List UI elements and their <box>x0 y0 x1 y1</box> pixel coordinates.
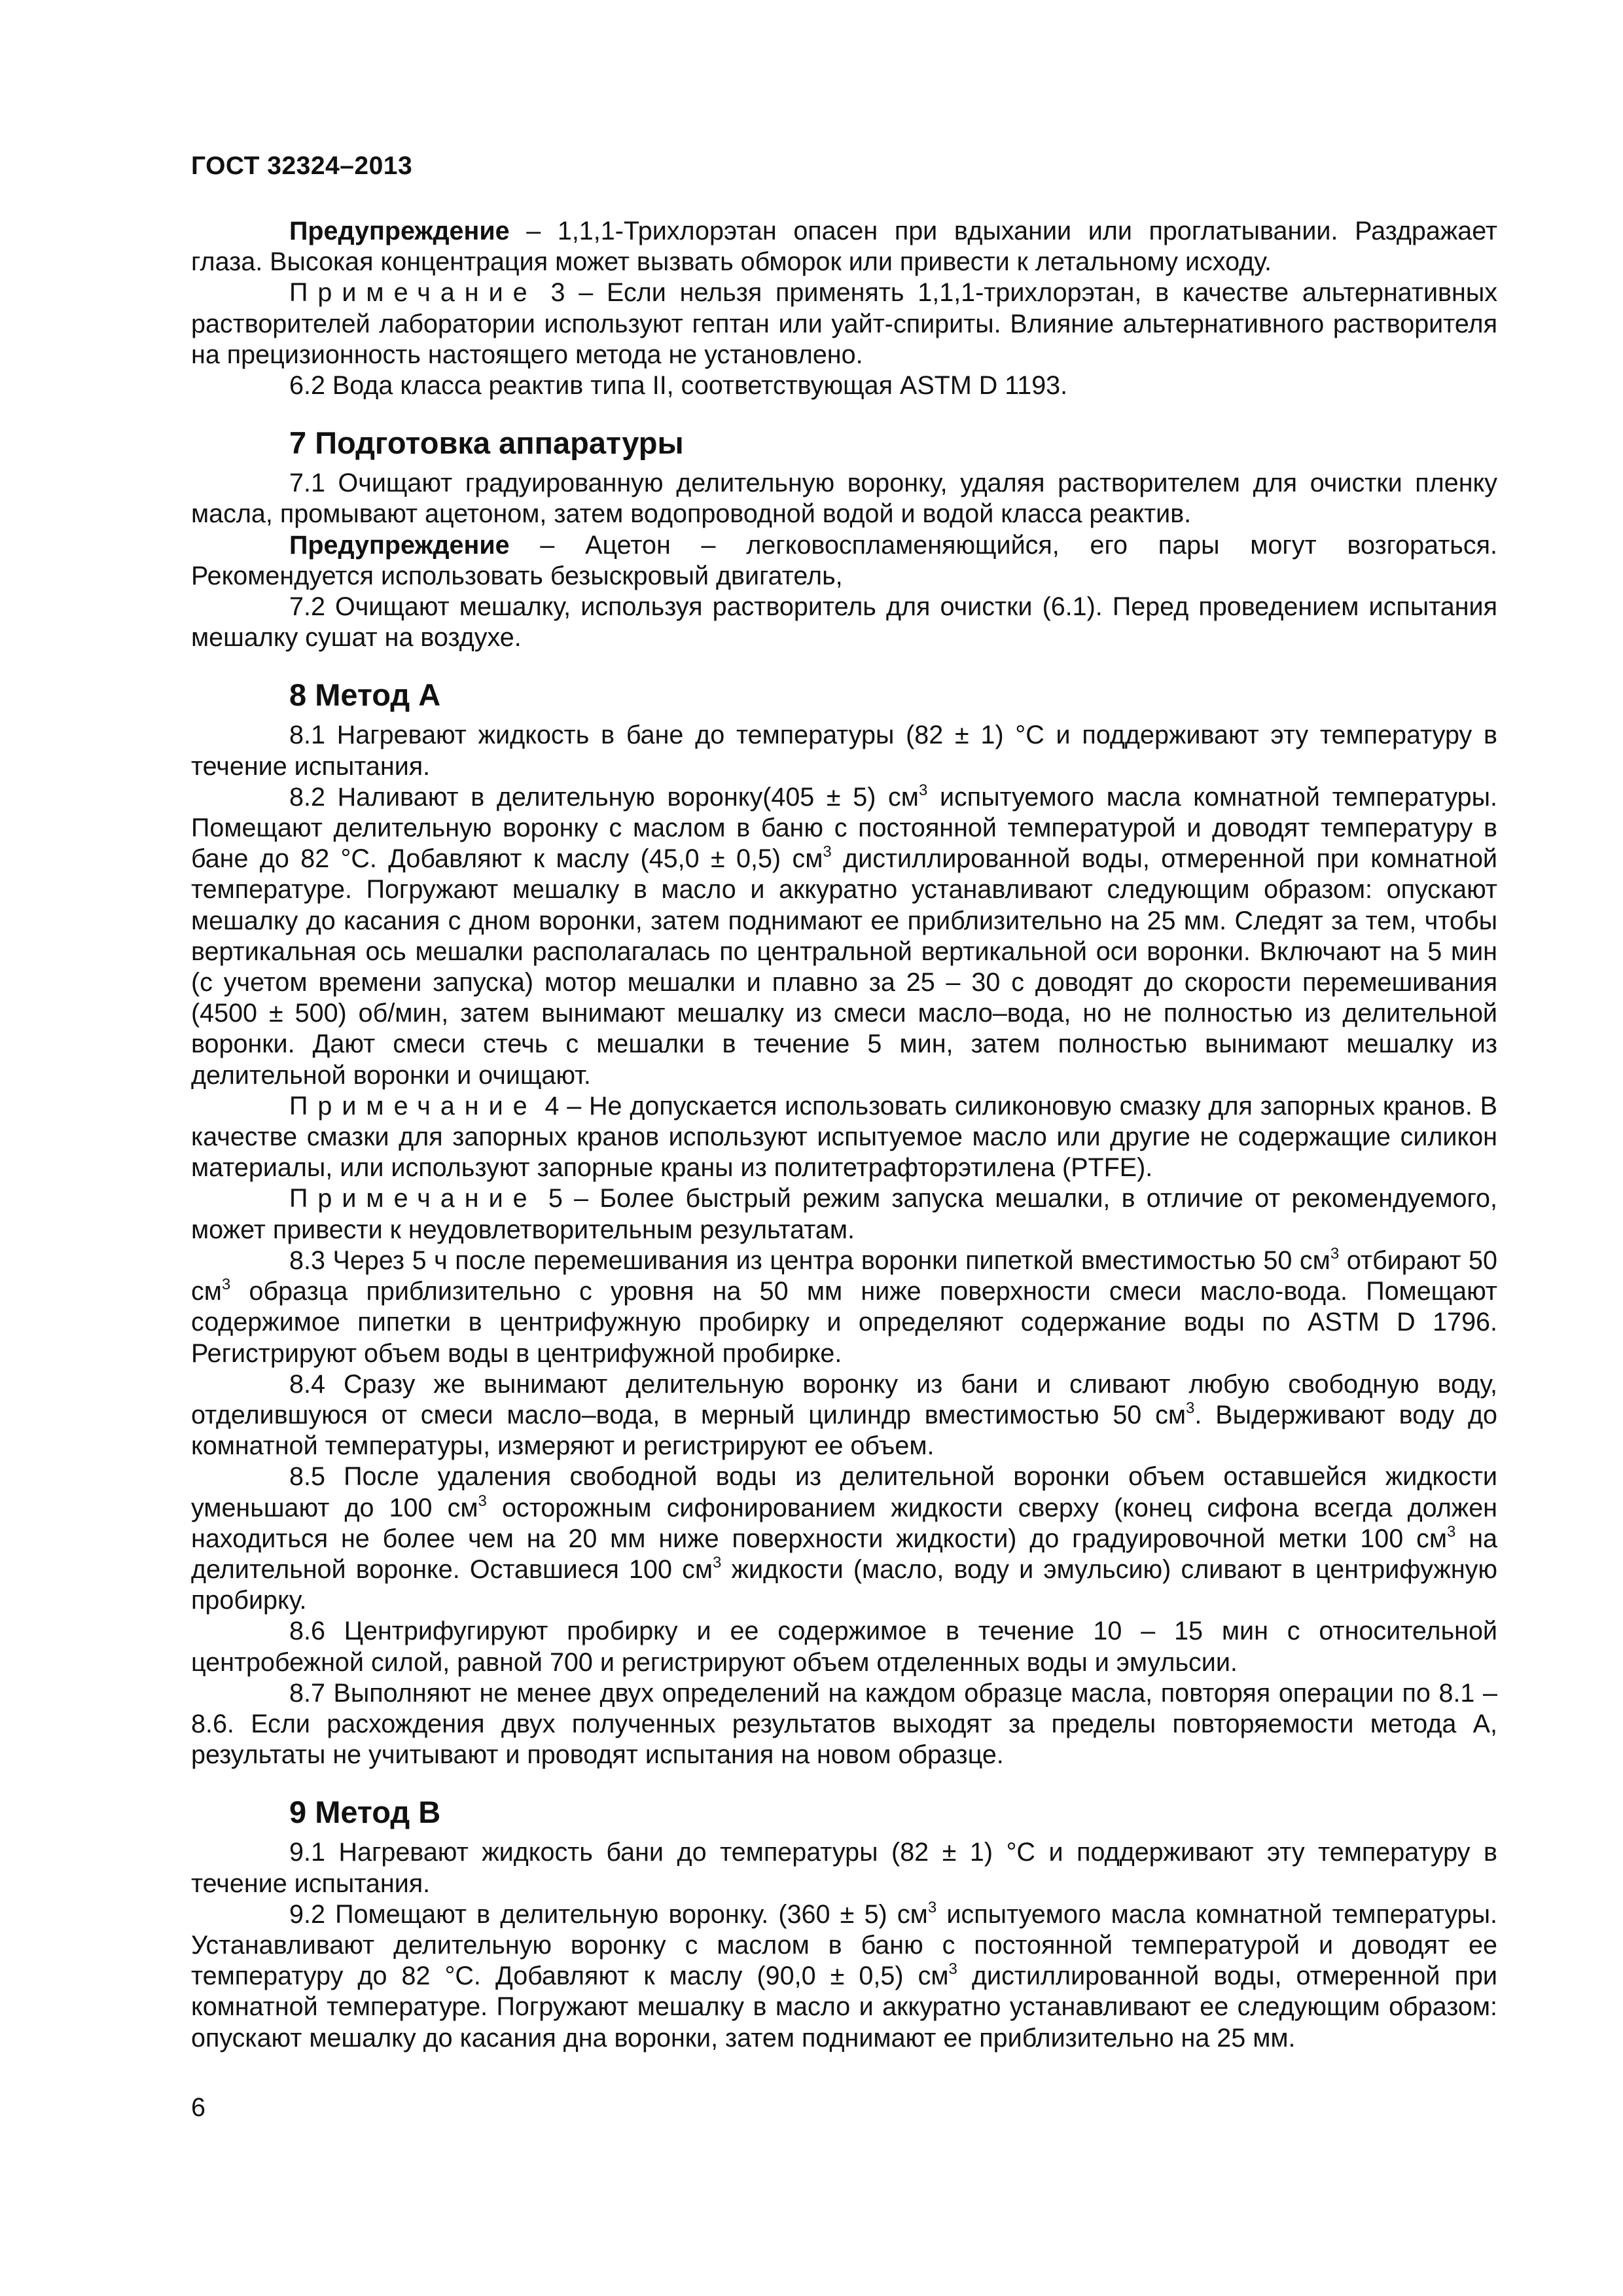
document-header: ГОСТ 32324–2013 <box>191 152 413 180</box>
text-run: дистиллированной воды, отмеренной при комнатной температуре. Погружают мешалку в масло и аккуратно устанавливают ее следующим образом: опускают мешалку до касания дна воронки, затем поднимают ее приблизительно на 25 мм. <box>191 1962 1497 2053</box>
section-heading-7: 7 Подготовка аппаратуры <box>289 425 684 461</box>
paragraph-8-1: 8.1 Нагревают жидкость в бане до температуры (82 ± 1) °С и поддерживают эту температуру в течение испытания. <box>191 721 1497 781</box>
warning-text: – 1,1,1-Трихлорэтан опасен при вдыхании или проглатывании. Раздражает глаза. Высокая концентрация может вызвать обморок или привести к летальному исходу. <box>191 217 1497 277</box>
text-run: 8.4 Сразу же вынимают делительную воронку из бани и сливают любую свободную воду, отделившуюся от смеси масло–вода, в мерный цилиндр вместимостью 50 см <box>191 1369 1497 1429</box>
text-run: испытуемого масла комнатной температуры. Помещают делительную воронку с маслом в баню с постоянной температурой и доводят температуру в бане до 82 °С. Добавляют к маслу (45,0 ± 0,5) см <box>191 782 1497 874</box>
superscript: 3 <box>1330 1244 1340 1263</box>
paragraph-9-1: 9.1 Нагревают жидкость бани до температуры (82 ± 1) °С и поддерживают эту температуру в течение испытания. <box>191 1838 1497 1898</box>
paragraph-9-2 <box>191 1899 1497 2054</box>
note-label: Примечание <box>289 278 537 308</box>
paragraph-8-5 <box>191 1462 1497 1616</box>
text-run: 8.2 Наливают в делительную воронку(405 ± 5) см <box>289 782 919 812</box>
superscript: 3 <box>221 1276 231 1294</box>
paragraph-7-1: 7.1 Очищают градуированную делительную воронку, удаляя растворителем для очистки пленку масла, промывают ацетоном, затем водопроводной водой и водой класса реактив. <box>191 469 1497 529</box>
superscript: 3 <box>713 1553 722 1571</box>
note-paragraph <box>191 278 1497 370</box>
paragraph-8-7: 8.7 Выполняют не менее двух определений на каждом образце масла, повторяя операции по 8.1 – 8.6. Если расхождения двух полученных результатов выходят за пределы повторяемости метода А, результаты не учитывают и проводят испытания на новом образце. <box>191 1678 1497 1770</box>
warning-label: Предупреждение <box>289 217 510 245</box>
superscript: 3 <box>918 781 928 799</box>
warning-paragraph <box>191 216 1497 278</box>
note-label: Примечание <box>289 1184 537 1213</box>
note-label: Примечание <box>289 1091 537 1121</box>
paragraph-8-6: 8.6 Центрифугируют пробирку и ее содержимое в течение 10 – 15 мин с относительной центробежной силой, равной 700 и регистрируют объем отделенных воды и эмульсии. <box>191 1617 1497 1677</box>
text-run: осторожным сифонированием жидкости сверху (конец сифона всегда должен находиться не более чем на 20 мм ниже поверхности жидкости) до градуировочной метки 100 см <box>191 1493 1497 1553</box>
superscript: 3 <box>1186 1399 1195 1417</box>
text-run: 8.5 После удаления свободной воды из делительной воронки объем оставшейся жидкости уменьшают до 100 см <box>191 1462 1497 1522</box>
paragraph-8-2 <box>191 782 1497 1091</box>
warning-text: – Ацетон – легковоспламеняющийся, его пары могут возгораться. Рекомендуется использовать безыскровый двигатель, <box>191 530 1497 590</box>
paragraph-7-2: 7.2 Очищают мешалку, используя растворитель для очистки (6.1). Перед проведением испытания мешалку сушат на воздухе. <box>191 592 1497 653</box>
text-run: жидкости (масло, воду и эмульсию) сливают в центрифужную пробирку. <box>191 1554 1498 1615</box>
text-run: 9.2 Помещают в делительную воронку. (360 ± 5) см <box>289 1899 928 1929</box>
text-run: образца приблизительно с уровня на 50 мм ниже поверхности смеси масло-вода. Помещают содержимое пипетки в центрифужную пробирку и определяют содержание воды по ASTM D 1796. Регистрируют объем воды в центрифужной пробирке. <box>191 1277 1497 1368</box>
note-paragraph <box>191 1183 1497 1245</box>
note-text: 4 – Не допускается использовать силиконовую смазку для запорных кранов. В качестве смазки для запорных кранов используют испытуемое масло или другие не содержащие силикон материалы, или используют запорные краны из политетрафторэтилена (PTFE). <box>191 1091 1497 1183</box>
text-run: на делительной воронке. Оставшиеся 100 см <box>191 1524 1497 1584</box>
text-run: . Выдерживают воду до комнатной температуры, измеряют и регистрируют ее объем. <box>191 1400 1497 1461</box>
note-paragraph <box>191 1091 1497 1184</box>
paragraph-8-3 <box>191 1246 1497 1369</box>
text-run: 8.3 Через 5 ч после перемешивания из центра воронки пипеткой вместимостью 50 см <box>289 1246 1330 1275</box>
superscript: 3 <box>823 843 832 861</box>
text-run: испытуемого масла комнатной температуры. Устанавливают делительную воронку с маслом в баню с постоянной температурой и доводят ее температуру до 82 °С. Добавляют к маслу (90,0 ± 0,5) см <box>191 1899 1497 1991</box>
warning-label: Предупреждение <box>289 530 510 560</box>
text-run: отбирают 50 см <box>191 1246 1497 1306</box>
superscript: 3 <box>478 1492 487 1510</box>
paragraph-6-2: 6.2 Вода класса реактив типа II, соответствующая ASTM D 1193. <box>289 371 1068 401</box>
superscript: 3 <box>948 1960 957 1979</box>
note-text: 5 – Более быстрый режим запуска мешалки, в отличие от рекомендуемого, может привести к неудовлетворительным результатам. <box>191 1184 1497 1244</box>
text-run: дистиллированной воды, отмеренной при комнатной температуре. Погружают мешалку в масло и аккуратно устанавливают следующим образом: опускают мешалку до касания с дном воронки, затем поднимают ее приблизительно на 25 мм. Следят за тем, чтобы вертикальная ось мешалки располагалась по центральной вертикальной оси воронки. Включают на 5 мин (с учетом времени запуска) мотор мешалки и плавно за 25 – 30 с доводят до скорости перемешивания (4500 ± 500) об/мин, затем вынимают мешалку из смеси масло–вода, но не полностью из делительной воронки. Дают смеси стечь с мешалки в течение 5 мин, затем полностью вынимают мешалку из делительной воронки и очищают. <box>191 844 1497 1090</box>
page-number: 6 <box>191 2093 205 2122</box>
paragraph-8-4 <box>191 1369 1497 1462</box>
superscript: 3 <box>927 1898 937 1916</box>
warning-paragraph <box>191 530 1497 592</box>
section-heading-8: 8 Метод А <box>289 677 441 713</box>
superscript: 3 <box>1446 1522 1456 1541</box>
note-text: 3 – Если нельзя применять 1,1,1-трихлорэтан, в качестве альтернативных растворителей лаборатории используют гептан или уайт-спириты. Влияние альтернативного растворителя на прецизионность настоящего метода не установлено. <box>191 278 1497 369</box>
section-heading-9: 9 Метод В <box>289 1795 441 1830</box>
document-body <box>191 216 1497 2054</box>
